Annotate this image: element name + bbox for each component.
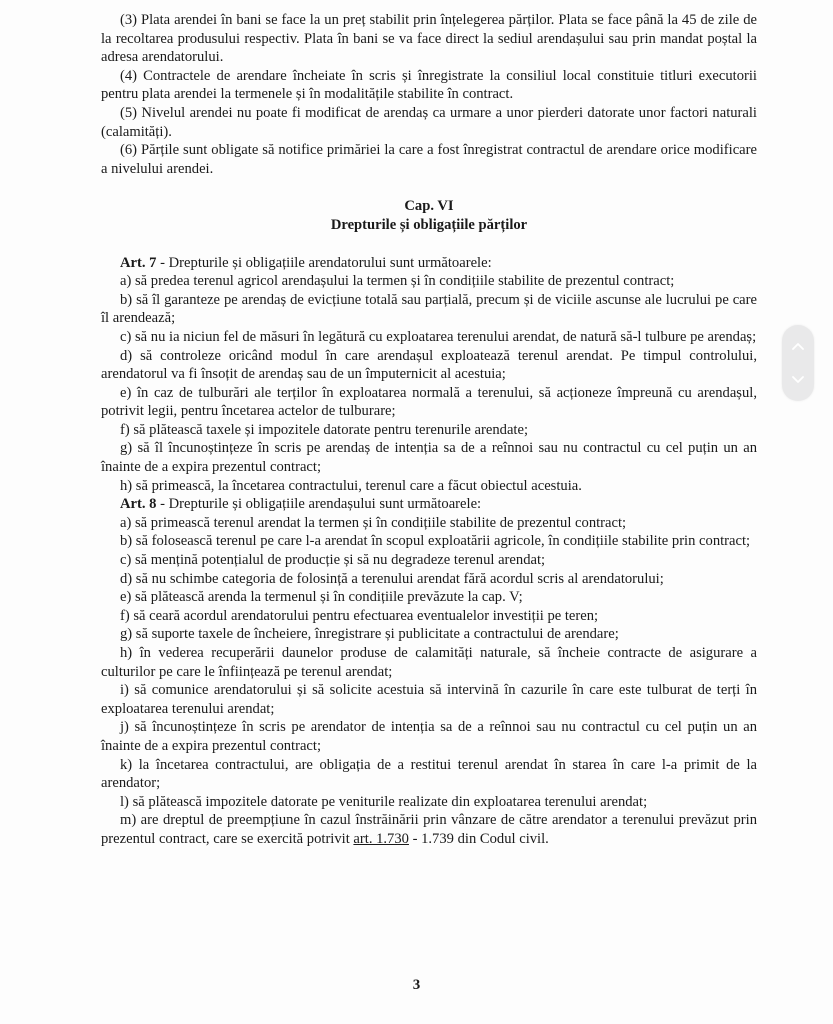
scroll-down-button[interactable]: [782, 364, 814, 396]
article-7-item-h: h) să primească, la încetarea contractului, terenul care a făcut obiectul acestuia.: [120, 477, 582, 494]
article-8-item-f: f) să ceară acordul arendatorului pentru efectuarea eventualelor investiții pe teren;: [120, 607, 599, 624]
article-8-item-h: h) în vederea recuperării daunelor produse de calamități naturale, să încheie contracte de asigurare a culturilor pe care le înființează pe terenul arendat;: [101, 645, 757, 680]
article-8-item-m: [101, 811, 757, 848]
article-8-label: Art. 8: [120, 496, 157, 513]
scroll-up-button[interactable]: [782, 330, 814, 362]
civil-code-reference-link[interactable]: art. 1.730: [353, 830, 409, 847]
chapter-subtitle: Drepturile și obligațiile părților: [330, 216, 528, 233]
page-number: 3: [412, 977, 421, 993]
article-7-item-d: d) să controleze oricând modul în care arendașul exploatează terenul arendat. Pe timpul controlului, arendatorul va fi însoțit de arendaș sau de un împuternicit al acestuia;: [101, 347, 757, 383]
article-7-item-e: e) în caz de tulburări ale terților în exploatarea normală a terenului, să acționeze împreună cu arendașul, potrivit legii, pentru încetarea actelor de tulburare;: [101, 384, 757, 420]
article-8-item-b: b) să folosească terenul pe care l-a arendat în scopul exploatării agricole, în condițiile stabilite prin contract;: [120, 533, 751, 550]
article-8-item-g: g) să suporte taxele de încheiere, înregistrare și publicitate a contractului de arendare;: [120, 626, 619, 643]
article-7-item-c: c) să nu ia niciun fel de măsuri în legătură cu exploatarea terenului arendat, de natură să-l tulbure pe arendaș;: [120, 328, 757, 345]
article-8-item-i: i) să comunice arendatorului și să solicite acestuia să intervină în cazurile în care este tulburat de terți în exploatarea terenului arendat;: [101, 682, 757, 717]
article-8-intro: - Drepturile și obligațiile arendașului sunt următoarele:: [156, 496, 482, 513]
article-7-item-a: a) să predea terenul agricol arendașului la termen și în condițiile stabilite de prezentul contract;: [120, 273, 675, 290]
article-7-heading: [101, 254, 757, 273]
paragraph-5: (5) Nivelul arendei nu poate fi modificat de arendaș ca urmare a unor pierderi datorate unor factori naturali (calamități).: [101, 104, 757, 140]
document-body: [101, 11, 757, 849]
article-7-label: Art. 7: [120, 254, 157, 271]
article-8-item-a: a) să primească terenul arendat la termen și în condițiile stabilite de prezentul contract;: [120, 514, 627, 531]
article-8-heading: [101, 495, 757, 514]
chapter-title: Cap. VI: [404, 198, 454, 215]
article-8-item-d: d) să nu schimbe categoria de folosință a terenului arendat fără acordul scris al arendatorului;: [120, 570, 664, 587]
article-8-item-c: c) să mențină potențialul de producție și să nu degradeze terenul arendat;: [120, 552, 546, 569]
article-7-intro: - Drepturile și obligațiile arendatorului sunt următoarele:: [156, 254, 492, 271]
article-8-item-m-tail: - 1.739 din Codul civil.: [408, 830, 549, 847]
article-8-item-e: e) să plătească arenda la termenul și în condițiile prevăzute la cap. V;: [120, 589, 523, 606]
article-7-item-f: f) să plătească taxele și impozitele datorate pentru terenurile arendate;: [120, 421, 529, 438]
article-8-item-k: k) la încetarea contractului, are obligația de a restitui terenul arendat în starea în care l-a primit de la arendator;: [101, 756, 757, 792]
paragraph-4: (4) Contractele de arendare încheiate în scris și înregistrate la consiliul local constituie titluri executorii pentru plata arendei la termenele și în modalitățile stabilite în contract.: [101, 67, 757, 103]
article-7-item-b: b) să îl garanteze pe arendaș de evicțiune totală sau parțială, precum și de viciile ascunse ale lucrului pe care îl arendează;: [101, 291, 757, 327]
page-scroll-control: [782, 325, 814, 401]
chevron-up-icon: [792, 342, 804, 350]
article-7-item-g: g) să îl încunoștințeze în scris pe arendaș de intenția sa de a reînnoi sau nu contractul cu cel puțin un an înainte de a expira prezentul contract;: [101, 440, 757, 476]
chevron-down-icon: [792, 376, 804, 384]
article-8-item-l: l) să plătească impozitele datorate pe veniturile realizate din exploatarea terenului arendat;: [120, 793, 648, 810]
article-8-item-m-text: m) are dreptul de preempțiune în cazul înstrăinării prin vânzare de către arendator a terenului prevăzut prin prezentul contract, care se exercită potrivit: [101, 812, 757, 847]
article-8-item-j: j) să încunoștințeze în scris pe arendator de intenția sa de a reînnoi sau nu contractul cu cel puțin un an înainte de a expira prezentul contract;: [101, 719, 757, 754]
paragraph-6: (6) Părțile sunt obligate să notifice primăriei la care a fost înregistrat contractul de arendare orice modificare a nivelului arendei.: [101, 142, 757, 177]
paragraph-3: (3) Plata arendei în bani se face la un preț stabilit prin înțelegerea părților. Plata se face până la 45 de zile de la recoltarea produsului respectiv. Plata în bani se va face direct la sediul arendașului sau prin mandat poștal la adresa arendatorului.: [101, 12, 757, 66]
